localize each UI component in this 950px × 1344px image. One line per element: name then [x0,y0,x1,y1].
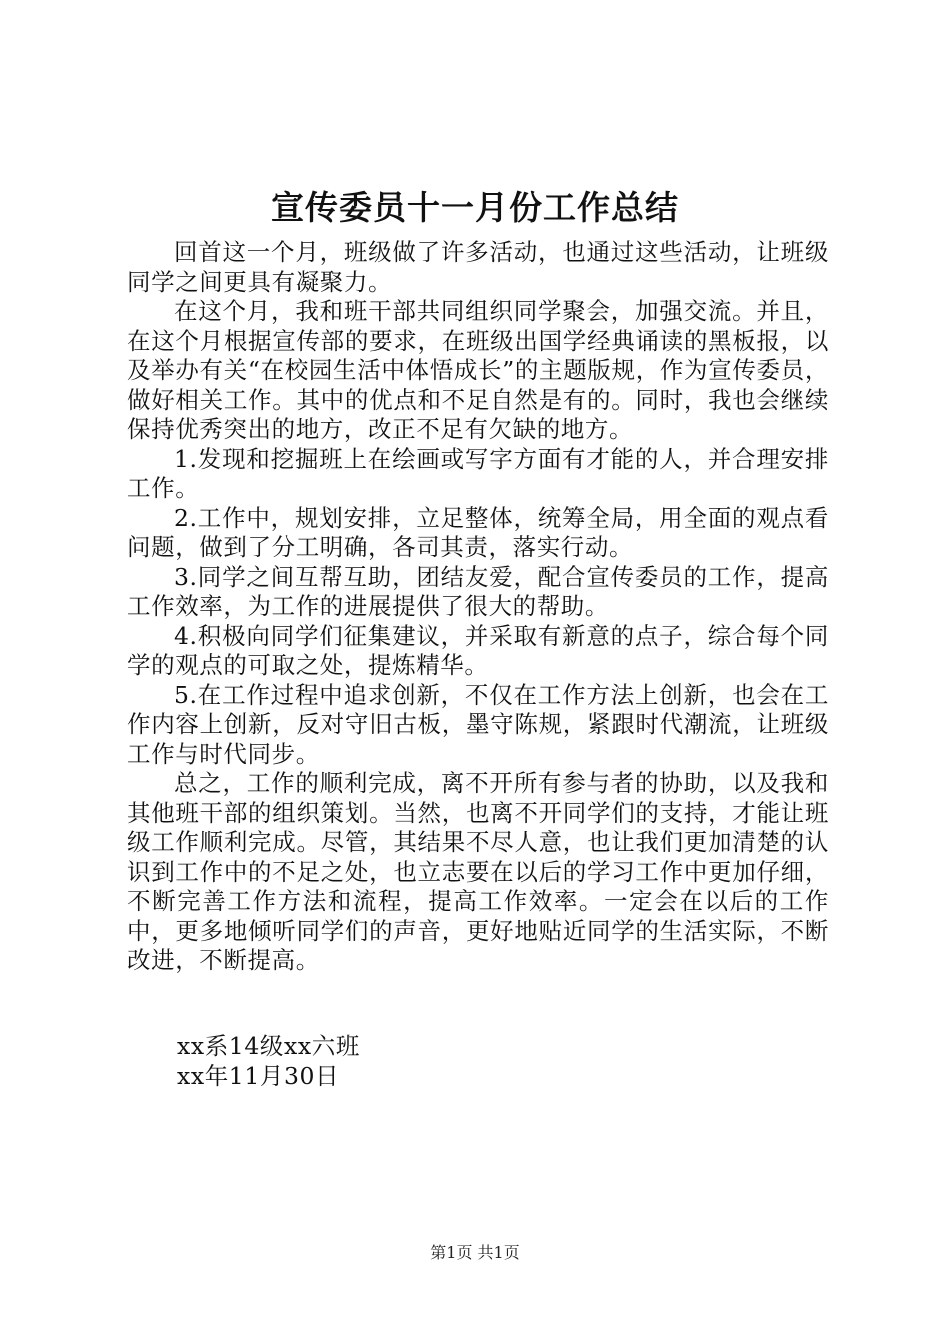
list-item-1: 1.发现和挖掘班上在绘画或写字方面有才能的人，并合理安排工作。 [127,444,829,502]
paragraph-intro: 回首这一个月，班级做了许多活动，也通过这些活动，让班级同学之间更具有凝聚力。 [127,238,829,296]
list-item-3: 3.同学之间互帮互助，团结友爱，配合宣传委员的工作，提高工作效率，为工作的进展提供了很大的帮助。 [127,562,829,620]
list-item-4: 4.积极向同学们征集建议，并采取有新意的点子，综合每个同学的观点的可取之处，提炼精华。 [127,621,829,679]
signature-organization: xx系14级xx六班 [177,1032,360,1060]
paragraph-conclusion: 总之，工作的顺利完成，离不开所有参与者的协助，以及我和其他班干部的组织策划。当然，也离不开同学们的支持，才能让班级工作顺利完成。尽管，其结果不尽人意，也让我们更加清楚的认识到工作中的不足之处，也立志要在以后的学习工作中更加仔细，不断完善工作方法和流程，提高工作效率。一定会在以后的工作中，更多地倾听同学们的声音，更好地贴近同学的生活实际，不断改进，不断提高。 [127,769,829,974]
document-body [127,238,829,976]
document-title: 宣传委员十一月份工作总结 [271,188,679,227]
list-item-5: 5.在工作过程中追求创新，不仅在工作方法上创新，也会在工作内容上创新，反对守旧古板，墨守陈规，紧跟时代潮流，让班级工作与时代同步。 [127,680,829,768]
list-item-2: 2.工作中，规划安排，立足整体，统筹全局，用全面的观点看问题，做到了分工明确，各司其责，落实行动。 [127,503,829,561]
signature-date: xx年11月30日 [177,1062,340,1090]
paragraph-activities: 在这个月，我和班干部共同组织同学聚会，加强交流。并且，在这个月根据宣传部的要求，在班级出国学经典诵读的黑板报，以及举办有关“在校园生活中体悟成长”的主题版规，作为宣传委员，做好相关工作。其中的优点和不足自然是有的。同时，我也会继续保持优秀突出的地方，改正不足有欠缺的地方。 [127,297,829,443]
page-footer: 第1页 共1页 [430,1243,520,1262]
